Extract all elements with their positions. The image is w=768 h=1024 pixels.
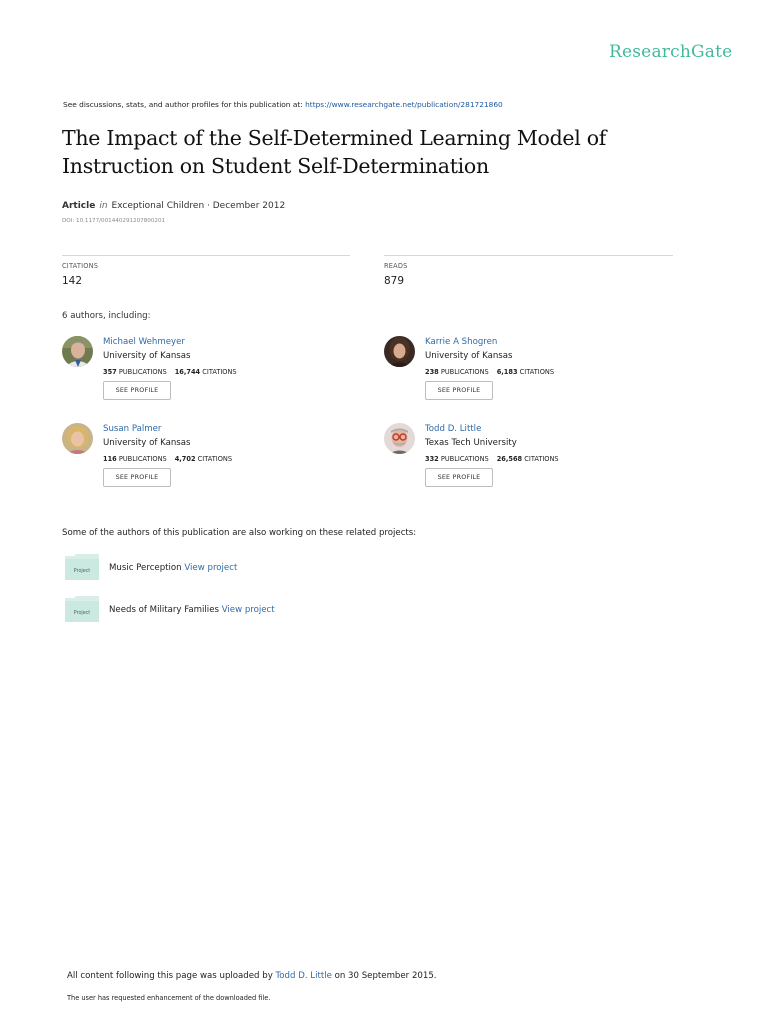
citations-label: CITATIONS [524,455,559,463]
upload-suffix: on 30 September 2015. [331,971,437,981]
author-stats [103,455,232,463]
author-card [384,336,674,411]
see-discussions-line [63,100,503,109]
publications-count: 332 [425,455,439,463]
authors-heading: 6 authors, including: [62,311,151,321]
publications-label: PUBLICATIONS [118,368,167,376]
upload-note [67,971,437,981]
citations-value: 142 [62,275,83,287]
journal-date: Exceptional Children · December 2012 [111,201,286,211]
project-item [65,596,465,624]
citations-count: 6,183 [496,368,518,376]
author-stats [425,455,559,463]
publications-label: PUBLICATIONS [118,455,167,463]
project-item [65,554,465,582]
author-affiliation: University of Kansas [425,351,513,361]
author-affiliation: Texas Tech University [425,438,517,448]
publication-url-link[interactable]: https://www.researchgate.net/publication/281721860 [305,100,503,109]
publication-title: The Impact of the Self-Determined Learning Model of Instruction on Student Self-Determination [62,126,607,178]
related-projects-heading: Some of the authors of this publication are also working on these related projects: [62,528,417,538]
researchgate-logo[interactable]: ResearchGate [609,42,733,62]
publications-count: 116 [103,455,117,463]
citations-divider [62,255,350,256]
author-stats [103,368,237,376]
publications-count: 357 [103,368,117,376]
avatar[interactable] [62,423,93,454]
project-icon-label: Project [73,569,91,574]
publication-type: Article [62,201,96,211]
avatar[interactable] [384,423,415,454]
see-discussions-text: See discussions, stats, and author profiles for this publication at: [63,100,306,109]
citations-count: 26,568 [496,455,523,463]
project-folder-icon [65,596,99,622]
citations-label: CITATIONS [519,368,555,376]
project-name: Music Perception [109,563,182,573]
author-affiliation: University of Kansas [103,351,191,361]
view-project-link[interactable]: View project [221,605,275,615]
publication-meta [62,201,285,211]
reads-label: READS [384,262,408,270]
enhancement-note: The user has requested enhancement of the downloaded file. [67,994,271,1002]
project-line [109,605,275,615]
avatar[interactable] [62,336,93,367]
author-name[interactable]: Todd D. Little [425,424,482,434]
reads-divider [384,255,673,256]
publications-count: 238 [425,368,439,376]
reads-value: 879 [384,275,405,287]
author-name[interactable]: Susan Palmer [103,424,162,434]
upload-prefix: All content following this page was uploaded by [67,971,276,981]
citations-label: CITATIONS [62,262,99,270]
author-card [384,423,674,498]
project-name: Needs of Military Families [109,605,219,615]
avatar[interactable] [384,336,415,367]
see-profile-button[interactable]: SEE PROFILE [425,468,493,487]
citations-label: CITATIONS [197,455,233,463]
in-label: in [99,201,108,211]
see-profile-button[interactable]: SEE PROFILE [425,381,493,400]
author-card [62,336,352,411]
author-card [62,423,352,498]
citations-label: CITATIONS [202,368,237,376]
author-name[interactable]: Karrie A Shogren [425,337,498,347]
uploader-link[interactable]: Todd D. Little [275,971,332,981]
author-name[interactable]: Michael Wehmeyer [103,337,185,347]
publications-label: PUBLICATIONS [440,368,489,376]
author-affiliation: University of Kansas [103,438,191,448]
see-profile-button[interactable]: SEE PROFILE [103,381,171,400]
project-line [109,563,237,573]
publications-label: PUBLICATIONS [440,455,489,463]
project-icon-label: Project [73,611,91,616]
project-folder-icon [65,554,99,580]
view-project-link[interactable]: View project [184,563,238,573]
author-stats [425,368,554,376]
doi: DOI: 10.1177/001440291207800201 [62,218,166,224]
citations-count: 4,702 [174,455,196,463]
see-profile-button[interactable]: SEE PROFILE [103,468,171,487]
citations-count: 16,744 [174,368,201,376]
